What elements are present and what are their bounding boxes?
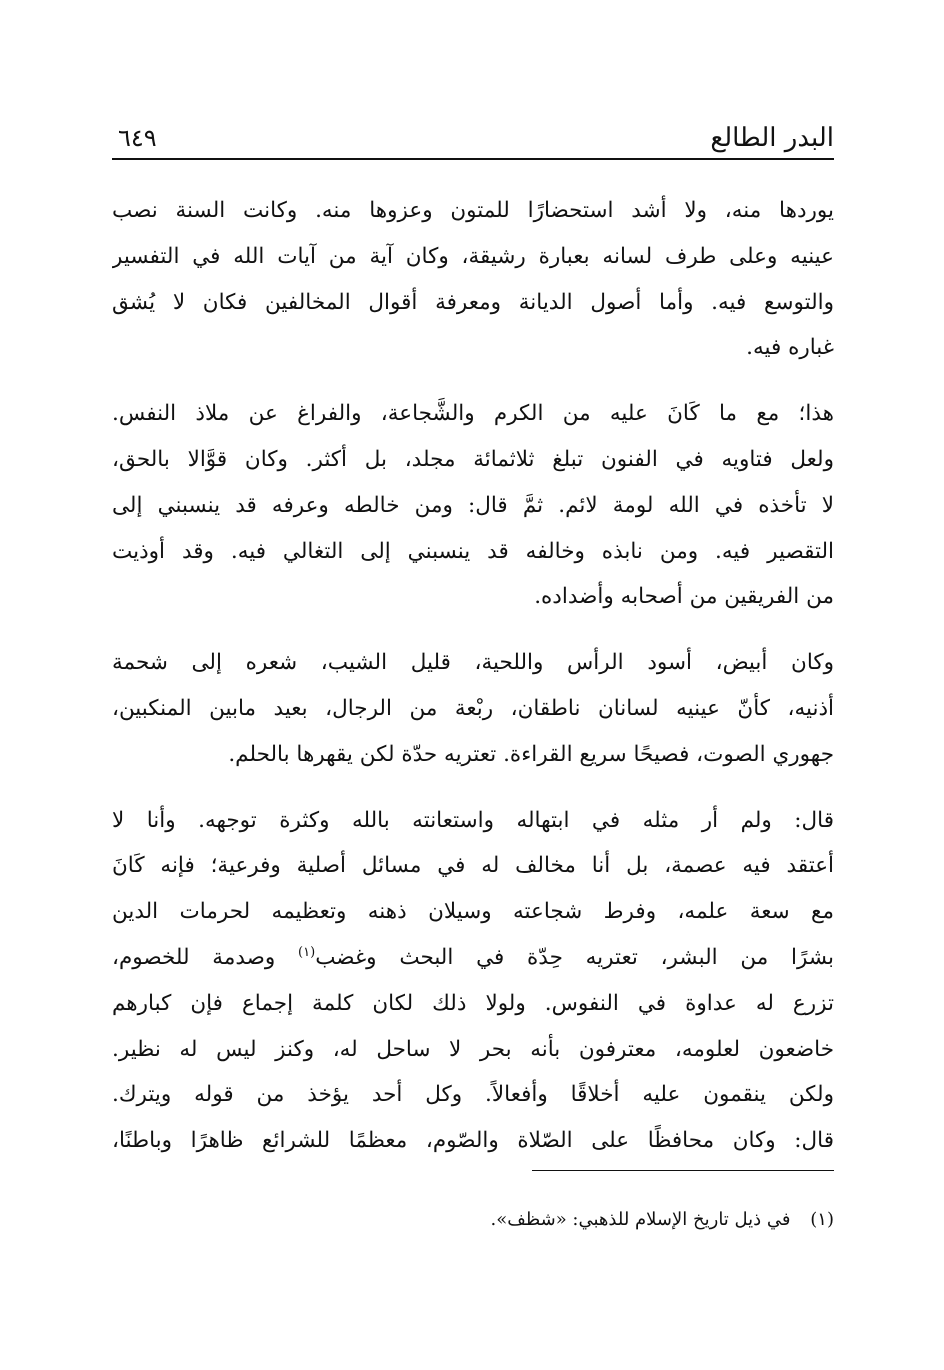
- text-line: تزرع له عداوة في النفوس. ولولا ذلك لكان كلمة إجماع فإن كبارهم: [112, 990, 834, 1016]
- text-line: قال: ولم أر مثله في ابتهاله واستعانته بالله وكثرة توجهه. وأنا لا: [112, 807, 834, 833]
- text-line: مع سعة علمه، وفرط شجاعته وسيلان ذهنه وتعظيمه لحرمات الدين: [112, 899, 834, 925]
- header-rule: [112, 158, 834, 160]
- text-line: وكان أبيض، أسود الرأس واللحية، قليل الشيب، شعره إلى شحمة: [112, 650, 834, 676]
- text-line-with-footnote-mark: [112, 935, 834, 981]
- text-line: أعتقد فيه عصمة، بل أنا مخالف له في مسائل أصلية وفرعية؛ فإنه كَانَ: [112, 853, 834, 879]
- text-line: عينيه وعلى طرف لسانه بعبارة رشيقة، وكان آية من آيات الله في التفسير: [112, 243, 834, 269]
- paragraph-3: [112, 640, 834, 777]
- running-title: البدر الطالع: [710, 123, 834, 153]
- page-header: [112, 118, 834, 158]
- body-text: [112, 188, 834, 1164]
- text-fragment: بشرًا من البشر، تعتريه حِدّة في البحث وغضب: [315, 944, 834, 970]
- footnote-rule: [532, 1170, 834, 1171]
- text-line: هذا؛ مع ما كَانَ عليه من الكرم والشَّجاعة، والفراغ عن ملاذ النفس.: [112, 401, 834, 427]
- text-line: ولعل فتاويه في الفنون تبلغ ثلاثمائة مجلد، بل أكثر. وكان قوَّالا بالحق،: [112, 446, 834, 472]
- footnote: [112, 1202, 834, 1238]
- text-line: جهوري الصوت، فصيحًا سريع القراءة. تعتريه حدّة لكن يقهرها بالحلم.: [228, 741, 834, 767]
- paragraph-1: [112, 188, 834, 371]
- paragraph-gap: [112, 371, 834, 391]
- text-line: والتوسع فيه. وأما أصول الديانة ومعرفة أقوال المخالفين فكان لا يُشق: [112, 289, 834, 315]
- page-number: ٦٤٩: [118, 124, 157, 152]
- text-line: يوردها منه، ولا أشد استحضارًا للمتون وعزوها منه. وكانت السنة نصب: [112, 198, 834, 223]
- paragraph-2: [112, 391, 834, 620]
- text-line: من الفريقين من أصحابه وأضداده.: [534, 584, 834, 610]
- text-fragment: وصدمة للخصوم،: [112, 944, 299, 970]
- text-line: خاضعون لعلومه، معترفون بأنه بحر لا ساحل له، وكنز ليس له نظير.: [112, 1036, 834, 1062]
- text-line: ولكن ينقمون عليه أخلاقًا وأفعالاً. وكل أحد يؤخذ من قوله ويترك.: [112, 1082, 834, 1108]
- footnote-number: (١): [810, 1209, 834, 1230]
- paragraph-gap: [112, 620, 834, 640]
- footnote-text: في ذيل تاريخ الإسلام للذهبي: «شظف».: [490, 1209, 791, 1230]
- paragraph-gap: [112, 778, 834, 798]
- footnote-reference[interactable]: (١): [298, 944, 316, 960]
- text-line: التقصير فيه. ومن نابذه وخالفه قد ينسبني إلى التغالي فيه. وقد أوذيت: [112, 538, 834, 564]
- text-line: أذنيه، كأنّ عينيه لسانان ناطقان، ربْعة من الرجال، بعيد مابين المنكبين،: [112, 695, 834, 721]
- text-line: لا تأخذه في الله لومة لائم. ثمَّ قال: ومن خالطه وعرفه قد ينسبني إلى: [112, 492, 834, 518]
- text-line: غباره فيه.: [746, 335, 834, 361]
- text-line: قال: وكان محافظًا على الصّلاة والصّوم، معظمًا للشرائع ظاهرًا وباطنًا،: [112, 1128, 834, 1154]
- paragraph-4: [112, 798, 834, 1164]
